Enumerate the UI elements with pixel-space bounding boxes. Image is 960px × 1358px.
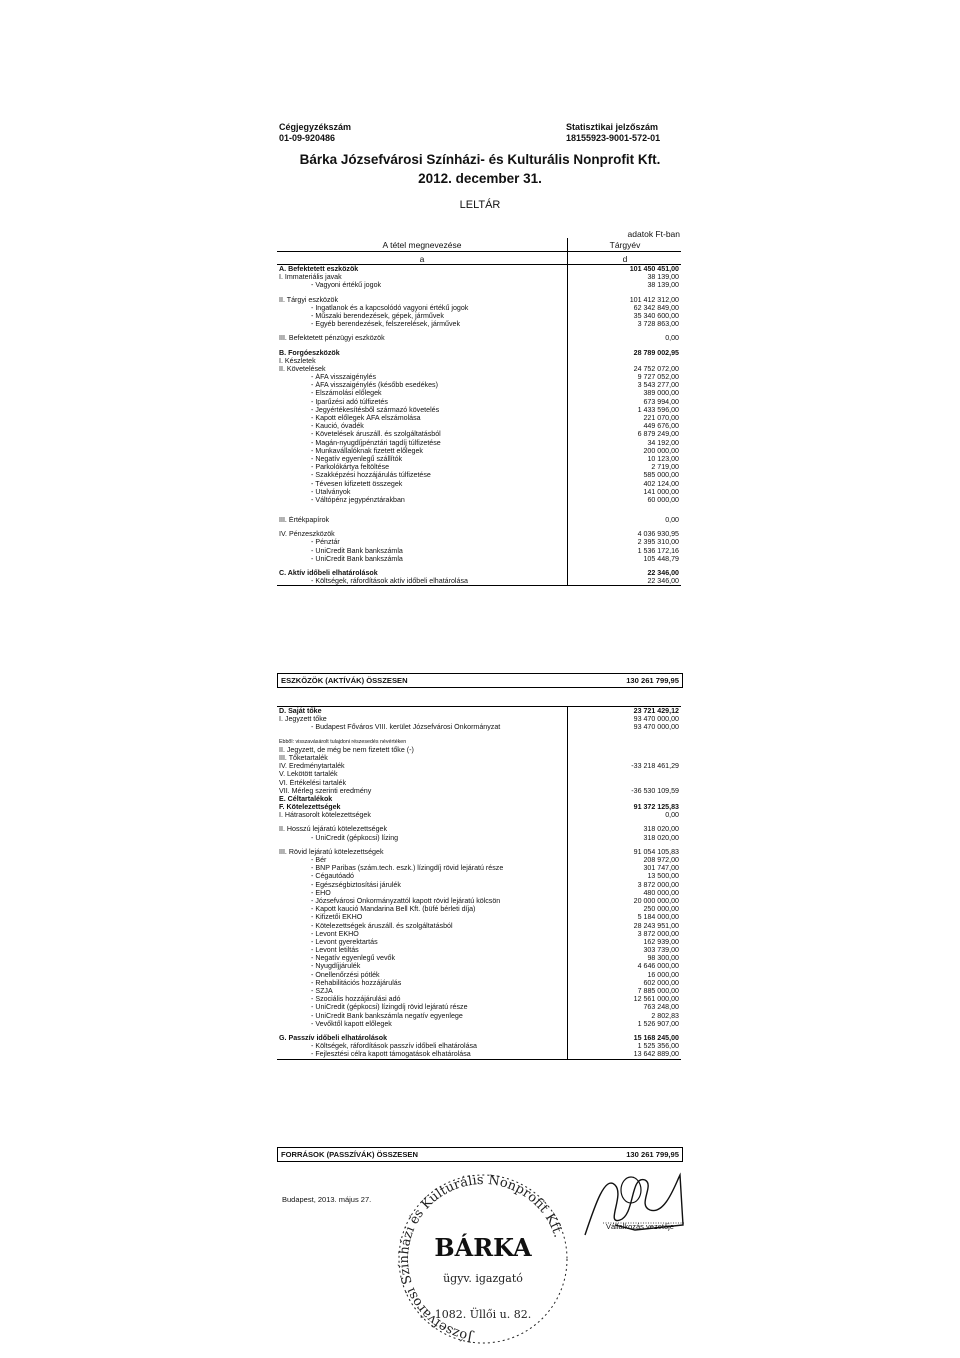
table-row: [277, 1012, 681, 1020]
table-row: [277, 889, 681, 897]
col-item-title: A tétel megnevezése: [382, 240, 462, 250]
row-value: 0,00: [665, 516, 679, 525]
row-label: - Kapott kaució Mandarina Bell Kft. (büfé bérleti díja): [311, 905, 476, 914]
table-row: [277, 946, 681, 954]
table-row: [277, 779, 681, 787]
column-header: [277, 238, 681, 264]
row-label: E. Céltartalékok: [279, 794, 333, 803]
table-row: [277, 913, 681, 921]
row-value: -36 530 109,59: [631, 786, 679, 795]
row-value: 38 139,00: [647, 281, 679, 290]
table-row: [277, 954, 681, 962]
row-value: 12 561 000,00: [633, 995, 679, 1004]
row-label: I. Jegyzett tőke: [279, 715, 327, 724]
row-label: B. Forgóeszközök: [279, 348, 340, 357]
row-label: I. Immateriális javak: [279, 273, 342, 282]
row-value: 480 000,00: [643, 888, 679, 897]
table-row: [277, 811, 681, 819]
row-value: 449 676,00: [643, 422, 679, 431]
row-value: 585 000,00: [643, 471, 679, 480]
row-label: VI. Értékelési tartalék: [279, 778, 347, 787]
row-label: - UniCredit Bank bankszámla: [311, 554, 403, 563]
row-label: IV. Pénzeszközök: [279, 530, 335, 539]
row-label: VII. Mérleg szerinti eredmény: [279, 786, 372, 795]
table-row: [277, 787, 681, 795]
table-row: [277, 547, 681, 555]
row-value: 208 972,00: [643, 856, 679, 864]
row-label: - Kapott előlegek ÁFA elszámolása: [311, 414, 421, 422]
row-label: - UniCredit (gépkocsi) lízingdíj rövid lejáratú része: [311, 1003, 468, 1012]
table-row: [277, 995, 681, 1003]
table-row: [277, 738, 681, 746]
row-value: 28 243 951,00: [633, 921, 679, 930]
row-label: - Pénztár: [311, 538, 340, 547]
row-label: - Vagyoni értékű jogok: [311, 281, 382, 290]
row-label: - Váltópénz jegypénztárakban: [311, 495, 405, 504]
table-row: [277, 803, 681, 811]
row-value: 3 543 277,00: [637, 381, 679, 390]
col-item-letter: a: [419, 254, 425, 264]
row-value: 23 721 429,12: [633, 707, 679, 715]
table-row: [277, 373, 681, 381]
place-date: Budapest, 2013. május 27.: [282, 1195, 372, 1204]
company-reg-label: Cégjegyzékszám: [279, 122, 352, 132]
row-value: 105 448,79: [643, 554, 679, 563]
row-label: - ÁFA visszaigénylés: [311, 373, 377, 382]
table-row: [277, 439, 681, 447]
liabilities-total-row: [277, 1147, 683, 1162]
table-row: [277, 296, 681, 304]
document-type: LELTÁR: [459, 199, 501, 211]
table-row: [277, 422, 681, 430]
stamp-logo: BÁRKA: [434, 1233, 532, 1262]
row-label: - Budapest Főváros VIII. kerület Józsefvárosi Önkormányzat: [311, 723, 501, 732]
table-row: [277, 538, 681, 546]
table-row: [277, 488, 681, 496]
col-year-title: Tárgyév: [609, 240, 641, 250]
table-row: [277, 447, 681, 455]
table-row: [277, 1034, 681, 1042]
row-value: 10 123,00: [647, 454, 679, 463]
table-row: [277, 471, 681, 479]
row-label: - Egyéb berendezések, felszerelések, járművek: [311, 320, 461, 329]
row-label: II. Hosszú lejáratú kötelezettségek: [279, 825, 388, 834]
row-label: - Negatív egyenlegű vevők: [311, 954, 395, 963]
row-label: - Fejlesztési célra kapott támogatások elhatárolása: [311, 1050, 471, 1059]
row-label: - Költségek, ráfordítások passzív időbeli elhatárolása: [311, 1042, 478, 1051]
row-value: 5 184 000,00: [637, 913, 679, 922]
column-divider: [567, 265, 568, 585]
table-row: [277, 962, 681, 970]
row-label: - Bér: [311, 856, 327, 864]
table-row: [277, 1042, 681, 1050]
table-row: [277, 480, 681, 488]
row-value: 13 500,00: [647, 872, 679, 881]
row-label: II. Tárgyi eszközök: [279, 295, 339, 304]
row-label: - Kötelezettségek áruszáll. és szolgáltatásból: [311, 921, 453, 930]
row-value: 4 036 930,95: [637, 530, 679, 539]
row-label: - SZJA: [311, 987, 333, 995]
signature: [575, 1165, 690, 1245]
table-row: [277, 312, 681, 320]
row-value: 6 879 249,00: [637, 430, 679, 439]
table-row: [277, 979, 681, 987]
row-label: - Ingatlanok és a kapcsolódó vagyoni értékű jogok: [311, 303, 469, 312]
table-row: [277, 357, 681, 365]
row-value: 2 719,00: [651, 463, 679, 472]
table-row: [277, 406, 681, 414]
row-value: 4 646 000,00: [637, 962, 679, 971]
table-row: [277, 577, 681, 585]
table-row: [277, 938, 681, 946]
table-row: [277, 856, 681, 864]
table-row: [277, 455, 681, 463]
table-row: [277, 273, 681, 281]
assets-table: [277, 264, 681, 586]
stat-code-label: Statisztikai jelzőszám: [566, 122, 659, 132]
row-value: 93 470 000,00: [633, 715, 679, 724]
row-label: A. Befektetett eszközök: [279, 265, 359, 273]
row-value: 402 124,00: [643, 479, 679, 488]
table-row: [277, 987, 681, 995]
row-label: - Levont letiltás: [311, 946, 359, 955]
table-row: [277, 930, 681, 938]
table-row: [277, 304, 681, 312]
row-value: -33 218 461,29: [631, 762, 679, 771]
row-value: 1 433 596,00: [637, 405, 679, 414]
row-value: 2 395 310,00: [637, 538, 679, 547]
row-label: II. Követelések: [279, 364, 326, 373]
row-value: 62 342 849,00: [633, 303, 679, 312]
table-row: [277, 381, 681, 389]
row-value: 301 747,00: [643, 864, 679, 873]
table-row: [277, 349, 681, 357]
row-label: - Cégautóadó: [311, 872, 354, 881]
table-row: [277, 762, 681, 770]
row-label: - Műszaki berendezések, gépek, járművek: [311, 311, 444, 320]
col-year-letter: d: [622, 254, 628, 264]
liabilities-total-label: FORRÁSOK (PASSZÍVÁK) ÖSSZESEN: [281, 1150, 418, 1159]
table-row: [277, 398, 681, 406]
table-row: [277, 872, 681, 880]
row-value: 389 000,00: [643, 389, 679, 398]
row-value: 9 727 052,00: [637, 373, 679, 382]
assets-total-value: 130 261 799,95: [626, 676, 679, 685]
row-value: 35 340 600,00: [633, 311, 679, 320]
units-note: adatok Ft-ban: [627, 229, 680, 239]
table-row: [277, 265, 681, 273]
row-label: I. Készletek: [279, 356, 316, 365]
col-year: [567, 238, 682, 264]
table-row: [277, 389, 681, 397]
table-row: [277, 746, 681, 754]
row-value: 91 372 125,83: [633, 803, 679, 812]
table-row: [277, 1003, 681, 1011]
row-label: - Parkolókártya feltöltése: [311, 463, 390, 472]
table-row: [277, 1020, 681, 1028]
table-row: [277, 707, 681, 715]
table-row: [277, 334, 681, 342]
assets-total-row: [277, 673, 683, 688]
row-value: 318 020,00: [643, 833, 679, 842]
row-label: V. Lekötött tartalék: [279, 770, 338, 779]
row-label: G. Passzív időbeli elhatárolások: [279, 1033, 388, 1042]
row-label: - ÁFA visszaigénylés (később esedékes): [311, 381, 438, 390]
row-label: Ebből: visszavásárolt tulajdoni részesedés névértéken: [279, 738, 407, 745]
table-row: [277, 715, 681, 723]
table-row: [277, 414, 681, 422]
row-value: 303 739,00: [643, 946, 679, 955]
table-row: [277, 723, 681, 731]
row-label: - Kaució, óvadék: [311, 422, 364, 431]
row-label: - Levont EKHO: [311, 929, 359, 938]
row-label: III. Tőketartalék: [279, 753, 328, 762]
row-value: 7 885 000,00: [637, 987, 679, 995]
row-value: 20 000 000,00: [633, 896, 679, 905]
row-label: III. Befektetett pénzügyi eszközök: [279, 334, 385, 343]
document-date: 2012. december 31.: [418, 171, 542, 186]
row-label: - Vevőktől kapott előlegek: [311, 1019, 392, 1028]
row-label: I. Hátrasorolt kötelezettségek: [279, 811, 371, 820]
row-label: - Negatív egyenlegű szállítók: [311, 454, 403, 463]
column-divider: [567, 707, 568, 1059]
row-value: 602 000,00: [643, 978, 679, 987]
company-stamp: [392, 1168, 574, 1352]
row-label: - Önellenőrzési pótlék: [311, 970, 380, 979]
row-value: 38 139,00: [647, 273, 679, 282]
row-label: - Tévesen kifizetett összegek: [311, 479, 403, 488]
row-label: - Munkavállalóknak fizetett előlegek: [311, 446, 423, 455]
stat-code-number: 18155923-9001-572-01: [566, 133, 661, 143]
row-label: III. Rövid lejáratú kötelezettségek: [279, 847, 384, 856]
row-label: D. Saját tőke: [279, 707, 322, 715]
table-row: [277, 754, 681, 762]
row-label: - UniCredit (gépkocsi) lízing: [311, 833, 399, 842]
row-value: 1 526 907,00: [637, 1019, 679, 1028]
table-row: [277, 496, 681, 504]
row-value: 162 939,00: [643, 937, 679, 946]
row-label: - Nyugdíjjárulék: [311, 962, 361, 971]
table-row: [277, 848, 681, 856]
row-value: 22 346,00: [647, 569, 679, 577]
row-value: 16 000,00: [647, 970, 679, 979]
table-row: [277, 463, 681, 471]
row-label: - Szakképzési hozzájárulás túlfizetése: [311, 471, 431, 480]
row-label: F. Kötelezettségek: [279, 803, 341, 812]
company-reg-number: 01-09-920486: [279, 133, 336, 143]
row-label: II. Jegyzett, de még be nem fizetett tőke (-): [279, 745, 414, 754]
row-value: 98 300,00: [647, 954, 679, 963]
row-value: 200 000,00: [643, 446, 679, 455]
table-row: [277, 864, 681, 872]
table-row: [277, 530, 681, 538]
row-label: - Magán-nyugdíjpénztári tagdíj túlfizetése: [311, 438, 441, 447]
row-value: 221 070,00: [643, 414, 679, 422]
liabilities-total-value: 130 261 799,95: [626, 1150, 679, 1159]
row-label: IV. Eredménytartalék: [279, 762, 345, 771]
row-label: - Jegyértékesítésből származó követelés: [311, 405, 440, 414]
row-label: - Levont gyerektartás: [311, 937, 378, 946]
signature-label: Vállalkozás vezetője: [606, 1222, 674, 1231]
row-label: - Egészségbiztosítási járulék: [311, 880, 401, 889]
row-label: - Rehabilitációs hozzájárulás: [311, 978, 402, 987]
assets-total-label: ESZKÖZÖK (AKTÍVÁK) ÖSSZESEN: [281, 676, 408, 685]
stamp-ring-text: Józsefvárosi Színházi és Kulturális Nonprofit Kft.: [397, 1172, 566, 1345]
row-value: 101 412 312,00: [629, 295, 679, 304]
row-value: 763 248,00: [643, 1003, 679, 1012]
row-value: 3 872 000,00: [637, 880, 679, 889]
row-value: 3 728 863,00: [637, 320, 679, 329]
table-row: [277, 971, 681, 979]
row-value: 22 346,00: [647, 577, 679, 586]
row-value: 0,00: [665, 334, 679, 343]
table-row: [277, 281, 681, 289]
row-label: - Költségek, ráfordítások aktív időbeli elhatárolása: [311, 577, 468, 586]
row-label: - BNP Paribas (szám.tech. eszk.) lízingdíj rövid lejáratú része: [311, 864, 504, 873]
row-value: 91 054 105,83: [633, 847, 679, 856]
row-value: 60 000,00: [647, 495, 679, 504]
row-value: 2 802,83: [651, 1011, 679, 1020]
row-value: 141 000,00: [643, 487, 679, 496]
table-row: [277, 881, 681, 889]
document-title: Bárka Józsefvárosi Színházi- és Kulturális Nonprofit Kft.: [299, 152, 661, 167]
liabilities-table: [277, 706, 681, 1060]
row-value: 1 525 356,00: [637, 1042, 679, 1051]
row-label: C. Aktív időbeli elhatárolások: [279, 569, 378, 577]
row-value: 15 168 245,00: [633, 1033, 679, 1042]
row-value: 28 789 002,95: [633, 348, 679, 357]
table-row: [277, 430, 681, 438]
row-value: 101 450 451,00: [629, 265, 679, 273]
row-value: 250 000,00: [643, 905, 679, 914]
row-label: - EHO: [311, 888, 331, 897]
table-row: [277, 825, 681, 833]
row-label: - UniCredit Bank bankszámla negatív egyenlege: [311, 1011, 463, 1020]
row-label: - Szociális hozzájárulási adó: [311, 995, 401, 1004]
table-row: [277, 569, 681, 577]
row-value: 3 872 000,00: [637, 929, 679, 938]
row-value: 93 470 000,00: [633, 723, 679, 732]
table-row: [277, 922, 681, 930]
table-row: [277, 555, 681, 563]
row-label: III. Értékpapírok: [279, 516, 330, 525]
row-value: 34 192,00: [647, 438, 679, 447]
row-value: 24 752 072,00: [633, 364, 679, 373]
table-row: [277, 770, 681, 778]
row-label: - UniCredit Bank bankszámla: [311, 546, 403, 555]
row-label: - Követelések áruszáll. és szolgáltatásból: [311, 430, 441, 439]
row-label: - Utalványok: [311, 487, 351, 496]
row-value: 13 642 889,00: [633, 1050, 679, 1059]
table-row: [277, 795, 681, 803]
row-label: - Iparűzési adó túlfizetés: [311, 397, 388, 406]
row-label: - Kifizetői EKHO: [311, 913, 363, 922]
table-row: [277, 1050, 681, 1058]
table-row: [277, 365, 681, 373]
row-value: 0,00: [665, 811, 679, 820]
row-value: 673 994,00: [643, 397, 679, 406]
stamp-role: ügyv. igazgató: [443, 1272, 523, 1285]
row-value: 1 536 172,16: [637, 546, 679, 555]
stamp-address: 1082. Üllői u. 82.: [434, 1308, 532, 1321]
table-row: [277, 320, 681, 328]
table-row: [277, 897, 681, 905]
row-value: 318 020,00: [643, 825, 679, 834]
table-row: [277, 516, 681, 524]
row-label: - Elszámolási előlegek: [311, 389, 382, 398]
row-label: - Józsefvárosi Önkormányzattól kapott rövid lejáratú kölcsön: [311, 896, 501, 905]
table-row: [277, 834, 681, 842]
table-row: [277, 905, 681, 913]
